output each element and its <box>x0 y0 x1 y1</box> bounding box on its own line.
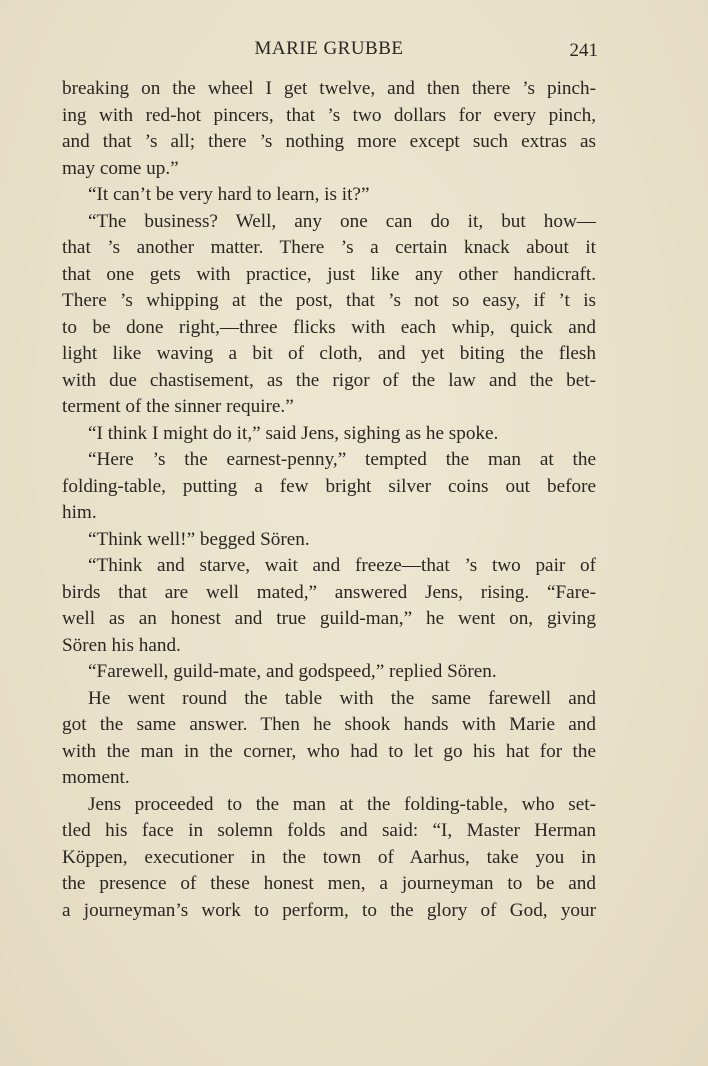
page-header <box>62 38 596 66</box>
text-line: got the same answer. Then he shook hands with Marie and <box>62 714 596 735</box>
text-line: a journeyman’s work to perform, to the glory of God, your <box>62 899 596 921</box>
running-title: MARIE GRUBBE <box>254 38 404 59</box>
text-line: Sören his hand. <box>62 634 181 656</box>
text-line: may come up.” <box>62 157 179 179</box>
text-line: light like waving a bit of cloth, and yet biting the flesh <box>62 343 596 364</box>
text-line: “Farewell, guild-mate, and godspeed,” replied Sören. <box>88 661 497 682</box>
text-line: He went round the table with the same farewell and <box>88 687 596 709</box>
text-line: “It can’t be very hard to learn, is it?” <box>88 184 370 205</box>
text-line: “Here ’s the earnest-penny,” tempted the man at the <box>88 449 596 470</box>
text-line: terment of the sinner require.” <box>62 396 294 417</box>
text-line: There ’s whipping at the post, that ’s not so easy, if ’t is <box>62 290 596 311</box>
text-line: “Think and starve, wait and freeze—that ’s two pair of <box>88 555 596 576</box>
text-line: breaking on the wheel I get twelve, and then there ’s pinch- <box>62 78 596 99</box>
text-line: Köppen, executioner in the town of Aarhus, take you in <box>62 846 596 868</box>
text-line: well as an honest and true guild-man,” he went on, giving <box>62 608 596 629</box>
text-line: “I think I might do it,” said Jens, sighing as he spoke. <box>88 422 499 444</box>
text-line: that ’s another matter. There ’s a certain knack about it <box>62 237 596 258</box>
text-line: “The business? Well, any one can do it, but how— <box>88 210 596 232</box>
text-line: and that ’s all; there ’s nothing more except such extras as <box>62 131 596 152</box>
text-line: folding-table, putting a few bright silver coins out before <box>62 475 596 497</box>
text-line: moment. <box>62 767 130 788</box>
text-line: “Think well!” begged Sören. <box>88 528 310 550</box>
page-number: 241 <box>569 40 598 61</box>
text-line: with due chastisement, as the rigor of the law and the bet- <box>62 369 596 391</box>
text-line: to be done right,—three flicks with each whip, quick and <box>62 316 596 338</box>
text-line: the presence of these honest men, a journeyman to be and <box>62 873 596 894</box>
text-line: him. <box>62 502 97 523</box>
text-line: birds that are well mated,” answered Jens, rising. “Fare- <box>62 581 596 603</box>
text-line: ing with red-hot pincers, that ’s two dollars for every pinch, <box>62 104 596 126</box>
text-line: tled his face in solemn folds and said: “I, Master Herman <box>62 820 596 841</box>
text-line: with the man in the corner, who had to let go his hat for the <box>62 740 596 762</box>
text-line: that one gets with practice, just like any other handicraft. <box>62 263 596 285</box>
body-text <box>62 76 596 924</box>
text-line: Jens proceeded to the man at the folding-table, who set- <box>88 793 596 815</box>
